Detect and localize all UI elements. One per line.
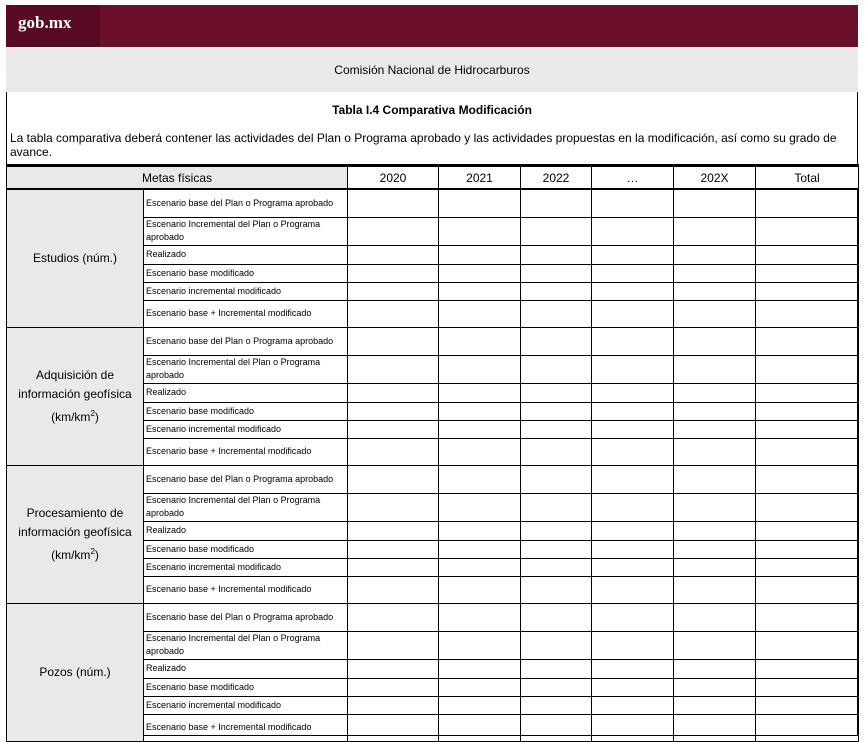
value-cell[interactable] bbox=[756, 714, 859, 741]
value-cell[interactable] bbox=[674, 300, 756, 327]
value-cell[interactable] bbox=[521, 327, 592, 355]
value-cell[interactable] bbox=[439, 465, 521, 493]
unit-superscript: 2 bbox=[90, 408, 95, 418]
category-unit: (km/km bbox=[51, 409, 91, 424]
value-cell[interactable] bbox=[348, 678, 439, 696]
value-cell[interactable] bbox=[521, 696, 592, 714]
value-cell[interactable] bbox=[439, 355, 521, 383]
value-cell[interactable] bbox=[439, 189, 521, 217]
value-cell[interactable] bbox=[439, 245, 521, 264]
scenario-label: Escenario incremental modificado bbox=[144, 696, 348, 714]
value-cell[interactable] bbox=[592, 465, 674, 493]
value-cell[interactable] bbox=[592, 659, 674, 678]
value-cell[interactable] bbox=[592, 189, 674, 217]
scenario-label: Escenario Incremental del Plan o Programa aprobado bbox=[144, 631, 348, 659]
value-cell[interactable] bbox=[348, 696, 439, 714]
value-cell[interactable] bbox=[521, 631, 592, 659]
commission-name: Comisión Nacional de Hidrocarburos bbox=[6, 48, 858, 92]
category-unit-close: ) bbox=[94, 547, 99, 562]
value-cell[interactable] bbox=[348, 521, 439, 540]
value-cell[interactable] bbox=[756, 631, 859, 659]
value-cell[interactable] bbox=[348, 558, 439, 576]
scenario-label: Escenario base + Incremental modificado bbox=[144, 300, 348, 327]
scenario-label: Realizado bbox=[144, 659, 348, 678]
category-cell bbox=[7, 465, 144, 603]
value-cell[interactable] bbox=[521, 264, 592, 282]
value-cell[interactable] bbox=[439, 402, 521, 420]
value-cell[interactable] bbox=[592, 714, 674, 741]
value-cell[interactable] bbox=[592, 696, 674, 714]
value-cell[interactable] bbox=[439, 540, 521, 558]
value-cell[interactable] bbox=[756, 420, 859, 438]
logo-text: gob.mx bbox=[18, 13, 72, 32]
value-cell[interactable] bbox=[521, 603, 592, 631]
value-cell[interactable] bbox=[439, 383, 521, 402]
value-cell[interactable] bbox=[521, 540, 592, 558]
value-cell[interactable] bbox=[439, 696, 521, 714]
scenario-label: Escenario base modificado bbox=[144, 678, 348, 696]
table-title: Tabla I.4 Comparativa Modificación bbox=[332, 103, 532, 117]
value-cell[interactable] bbox=[674, 355, 756, 383]
value-cell[interactable] bbox=[592, 438, 674, 465]
value-cell[interactable] bbox=[348, 355, 439, 383]
table-row bbox=[7, 603, 859, 631]
value-cell[interactable] bbox=[521, 714, 592, 741]
value-cell[interactable] bbox=[756, 576, 859, 603]
value-cell[interactable] bbox=[674, 521, 756, 540]
value-cell[interactable] bbox=[674, 217, 756, 245]
value-cell[interactable] bbox=[756, 696, 859, 714]
value-cell[interactable] bbox=[756, 465, 859, 493]
value-cell[interactable] bbox=[756, 678, 859, 696]
value-cell[interactable] bbox=[592, 383, 674, 402]
value-cell[interactable] bbox=[674, 282, 756, 300]
value-cell[interactable] bbox=[674, 696, 756, 714]
value-cell[interactable] bbox=[756, 327, 859, 355]
table-row bbox=[7, 189, 859, 217]
value-cell[interactable] bbox=[521, 438, 592, 465]
scenario-label: Escenario incremental modificado bbox=[144, 558, 348, 576]
value-cell[interactable] bbox=[674, 576, 756, 603]
value-cell[interactable] bbox=[348, 420, 439, 438]
value-cell[interactable] bbox=[674, 603, 756, 631]
value-cell[interactable] bbox=[756, 264, 859, 282]
table-row bbox=[7, 327, 859, 355]
scenario-label: Escenario base del Plan o Programa aprobado bbox=[144, 465, 348, 493]
value-cell[interactable] bbox=[674, 264, 756, 282]
column-header-metas: Metas físicas bbox=[7, 166, 348, 190]
value-cell[interactable] bbox=[348, 217, 439, 245]
column-header-2021: 2021 bbox=[439, 166, 521, 190]
category-cell bbox=[7, 327, 144, 465]
value-cell[interactable] bbox=[592, 576, 674, 603]
column-header-ellipsis: … bbox=[592, 166, 674, 190]
value-cell[interactable] bbox=[756, 383, 859, 402]
value-cell[interactable] bbox=[674, 327, 756, 355]
intro-text: La tabla comparativa deberá contener las actividades del Plan o Programa aprobado y las actividades propuestas en la modificación, así como su grado de avance. bbox=[10, 131, 837, 159]
column-header-2020: 2020 bbox=[348, 166, 439, 190]
value-cell[interactable] bbox=[674, 558, 756, 576]
scenario-label: Escenario Incremental del Plan o Programa aprobado bbox=[144, 355, 348, 383]
column-header-202x: 202X bbox=[674, 166, 756, 190]
value-cell[interactable] bbox=[439, 264, 521, 282]
value-cell[interactable] bbox=[674, 631, 756, 659]
category-cell: Estudios (núm.) bbox=[7, 189, 144, 327]
scenario-label: Escenario base + Incremental modificado bbox=[144, 576, 348, 603]
scenario-label: Escenario base del Plan o Programa aprobado bbox=[144, 603, 348, 631]
value-cell[interactable] bbox=[348, 493, 439, 521]
value-cell[interactable] bbox=[756, 402, 859, 420]
scenario-label: Realizado bbox=[144, 245, 348, 264]
value-cell[interactable] bbox=[674, 465, 756, 493]
value-cell[interactable] bbox=[674, 540, 756, 558]
value-cell[interactable] bbox=[439, 631, 521, 659]
value-cell[interactable] bbox=[348, 438, 439, 465]
value-cell[interactable] bbox=[521, 355, 592, 383]
value-cell[interactable] bbox=[439, 576, 521, 603]
scenario-label: Escenario base modificado bbox=[144, 264, 348, 282]
column-header-2022: 2022 bbox=[521, 166, 592, 190]
value-cell[interactable] bbox=[439, 521, 521, 540]
value-cell[interactable] bbox=[674, 189, 756, 217]
value-cell[interactable] bbox=[521, 300, 592, 327]
value-cell[interactable] bbox=[439, 714, 521, 741]
value-cell[interactable] bbox=[439, 678, 521, 696]
value-cell[interactable] bbox=[674, 678, 756, 696]
value-cell[interactable] bbox=[592, 217, 674, 245]
value-cell[interactable] bbox=[756, 540, 859, 558]
document-page bbox=[6, 5, 858, 736]
value-cell[interactable] bbox=[592, 678, 674, 696]
value-cell[interactable] bbox=[756, 438, 859, 465]
value-cell[interactable] bbox=[674, 714, 756, 741]
value-cell[interactable] bbox=[756, 659, 859, 678]
value-cell[interactable] bbox=[439, 558, 521, 576]
scenario-label: Escenario Incremental del Plan o Programa aprobado bbox=[144, 493, 348, 521]
value-cell[interactable] bbox=[592, 402, 674, 420]
value-cell[interactable] bbox=[756, 558, 859, 576]
value-cell[interactable] bbox=[756, 217, 859, 245]
value-cell[interactable] bbox=[348, 245, 439, 264]
value-cell[interactable] bbox=[592, 355, 674, 383]
value-cell[interactable] bbox=[592, 300, 674, 327]
value-cell[interactable] bbox=[439, 282, 521, 300]
value-cell[interactable] bbox=[756, 189, 859, 217]
value-cell[interactable] bbox=[348, 402, 439, 420]
scenario-label: Escenario base modificado bbox=[144, 540, 348, 558]
scenario-label: Escenario base modificado bbox=[144, 402, 348, 420]
value-cell[interactable] bbox=[674, 245, 756, 264]
value-cell[interactable] bbox=[521, 383, 592, 402]
value-cell[interactable] bbox=[592, 558, 674, 576]
value-cell[interactable] bbox=[348, 327, 439, 355]
value-cell[interactable] bbox=[521, 189, 592, 217]
category-line: información geofísica bbox=[18, 386, 132, 401]
value-cell[interactable] bbox=[439, 300, 521, 327]
scenario-label: Escenario Incremental del Plan o Programa aprobado bbox=[144, 217, 348, 245]
value-cell[interactable] bbox=[439, 327, 521, 355]
scenario-label: Escenario base del Plan o Programa aprobado bbox=[144, 189, 348, 217]
value-cell[interactable] bbox=[348, 603, 439, 631]
value-cell[interactable] bbox=[592, 540, 674, 558]
category-cell: Pozos (núm.) bbox=[7, 603, 144, 741]
value-cell[interactable] bbox=[521, 558, 592, 576]
value-cell[interactable] bbox=[521, 402, 592, 420]
value-cell[interactable] bbox=[521, 420, 592, 438]
value-cell[interactable] bbox=[521, 493, 592, 521]
scenario-label: Escenario base + Incremental modificado bbox=[144, 714, 348, 741]
category-line: información geofísica bbox=[18, 524, 132, 539]
value-cell[interactable] bbox=[756, 300, 859, 327]
category-line: Procesamiento de bbox=[26, 505, 124, 520]
value-cell[interactable] bbox=[348, 631, 439, 659]
category-unit: (km/km bbox=[51, 547, 91, 562]
value-cell[interactable] bbox=[592, 631, 674, 659]
value-cell[interactable] bbox=[521, 576, 592, 603]
scenario-label: Escenario base del Plan o Programa aprobado bbox=[144, 327, 348, 355]
scenario-label: Escenario incremental modificado bbox=[144, 420, 348, 438]
table-row bbox=[7, 465, 859, 493]
unit-superscript: 2 bbox=[90, 546, 95, 556]
value-cell[interactable] bbox=[439, 603, 521, 631]
value-cell[interactable] bbox=[348, 300, 439, 327]
value-cell[interactable] bbox=[592, 521, 674, 540]
value-cell[interactable] bbox=[521, 282, 592, 300]
value-cell[interactable] bbox=[348, 465, 439, 493]
value-cell[interactable] bbox=[521, 465, 592, 493]
value-cell[interactable] bbox=[592, 420, 674, 438]
value-cell[interactable] bbox=[592, 603, 674, 631]
value-cell[interactable] bbox=[674, 402, 756, 420]
value-cell[interactable] bbox=[592, 327, 674, 355]
value-cell[interactable] bbox=[756, 603, 859, 631]
scenario-label: Realizado bbox=[144, 521, 348, 540]
category-unit-close: ) bbox=[94, 409, 99, 424]
value-cell[interactable] bbox=[756, 521, 859, 540]
value-cell[interactable] bbox=[756, 355, 859, 383]
value-cell[interactable] bbox=[439, 493, 521, 521]
value-cell[interactable] bbox=[592, 264, 674, 282]
value-cell[interactable] bbox=[521, 245, 592, 264]
value-cell[interactable] bbox=[756, 245, 859, 264]
table-header-row bbox=[7, 166, 859, 190]
value-cell[interactable] bbox=[348, 383, 439, 402]
scenario-label: Realizado bbox=[144, 383, 348, 402]
gobmx-logo[interactable] bbox=[6, 5, 100, 47]
value-cell[interactable] bbox=[348, 282, 439, 300]
value-cell[interactable] bbox=[348, 540, 439, 558]
value-cell[interactable] bbox=[521, 217, 592, 245]
value-cell[interactable] bbox=[439, 659, 521, 678]
value-cell[interactable] bbox=[439, 217, 521, 245]
category-line: Adquisición de bbox=[35, 367, 115, 382]
value-cell[interactable] bbox=[521, 678, 592, 696]
value-cell[interactable] bbox=[592, 245, 674, 264]
site-header bbox=[6, 5, 858, 47]
comparison-table bbox=[6, 164, 859, 742]
value-cell[interactable] bbox=[348, 714, 439, 741]
value-cell[interactable] bbox=[592, 493, 674, 521]
value-cell[interactable] bbox=[348, 576, 439, 603]
value-cell[interactable] bbox=[674, 659, 756, 678]
scenario-label: Escenario incremental modificado bbox=[144, 282, 348, 300]
value-cell[interactable] bbox=[439, 420, 521, 438]
value-cell[interactable] bbox=[521, 659, 592, 678]
value-cell[interactable] bbox=[592, 282, 674, 300]
scenario-label: Escenario base + Incremental modificado bbox=[144, 438, 348, 465]
value-cell[interactable] bbox=[348, 659, 439, 678]
value-cell[interactable] bbox=[348, 189, 439, 217]
value-cell[interactable] bbox=[674, 420, 756, 438]
value-cell[interactable] bbox=[674, 383, 756, 402]
value-cell[interactable] bbox=[674, 438, 756, 465]
value-cell[interactable] bbox=[521, 521, 592, 540]
value-cell[interactable] bbox=[439, 438, 521, 465]
value-cell[interactable] bbox=[348, 264, 439, 282]
value-cell[interactable] bbox=[756, 493, 859, 521]
value-cell[interactable] bbox=[674, 493, 756, 521]
column-header-total: Total bbox=[756, 166, 859, 190]
value-cell[interactable] bbox=[756, 282, 859, 300]
